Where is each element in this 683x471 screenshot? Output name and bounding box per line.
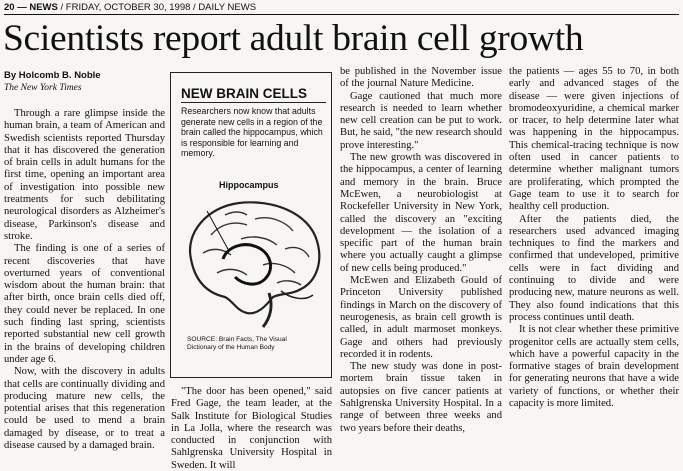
folio-separator: / (193, 2, 199, 13)
article-column-1 (4, 108, 165, 470)
sidebar-title: NEW BRAIN CELLS (181, 86, 326, 103)
folio-paper: DAILY NEWS (198, 2, 257, 13)
folio-date: FRIDAY, OCTOBER 30, 1998 (65, 2, 191, 13)
page-folio (4, 1, 679, 15)
hippocampus-label: Hippocampus (219, 180, 279, 190)
folio-page-number: 20 (4, 2, 15, 13)
paragraph: McEwen and Elizabeth Gould of Princeton University published findings in March on the discovery of neurogenesis, as brain cell growth is called, in adult marmoset monkeys. Gage and others had previously recorded it in rodents. (340, 275, 502, 360)
paragraph: "The door has been opened," said Fred Gage, the team leader, at the Salk Institute for Biological Studies in La Jolla, where the research was conducted in conjunction with Sahlgrenska University Hospital in Sweden. It will (171, 386, 332, 470)
article-column-2 (171, 386, 332, 470)
byline-credit: The New York Times (4, 83, 82, 93)
paragraph: The new growth was discovered in the hippocampus, a center of learning and memory in the brain. Bruce McEwen, a neurobiologist at Rockefeller University in New York, called the discovery an "exciting development — the isolation of a specific part of the human brain where you actually caught a glimpse of new cells being produced." (340, 152, 502, 274)
info-sidebar (170, 72, 332, 378)
brain-illustration (177, 189, 327, 334)
sidebar-source: SOURCE: Brain Facts, The Visual Dictionary of the Human Body (187, 336, 287, 351)
folio-dash: — (17, 2, 30, 13)
paragraph: the patients — ages 55 to 70, in both early and advanced stages of the disease — were given injections of bromodeoxyuridine, a chemical marker or tracer, to help determine later what was happening in the hippocampus. This chemical-tracing technique is now often used in cancer patients to determine whether malignant tumors are proliferating, which prompted the Gage team to use it to search for healthy cell production. (509, 66, 679, 213)
article-column-4 (509, 66, 679, 470)
sidebar-text: Researchers now know that adults generate new cells in a region of the brain called the hippocampus, which is responsible for learning and memory. (181, 106, 323, 159)
paragraph: The new study was done in post-mortem brain tissue taken in autopsies on five cancer patients at Sahlgrenska University Hospital. In a range of between three weeks and two years before their deaths, (340, 361, 502, 434)
paragraph: After the patients died, the researchers used advanced imaging techniques to find the markers and confirmed that undeveloped, primitive cells were in fact dividing and continuing to divide and were producing new, mature neurons as well. They also found indications that this process continues until death. (509, 213, 679, 323)
paragraph: It is not clear whether these primitive progenitor cells are actually stem cells, which have a powerful capacity in the formative stages of brain development for generating neurons that have a wide variety of functions, or whether their capacity is more limited. (509, 324, 679, 410)
byline: By Holcomb B. Noble (4, 70, 101, 81)
headline: Scientists report adult brain cell growth (3, 18, 584, 59)
paragraph: Through a rare glimpse inside the human brain, a team of American and Swedish scientists reported Thursday that it has discovered the generation of brain cells in adult humans for the first time, opening an important area of investigation into possible new treatments for such debilitating neurological disorders as Alzheimer's disease, Parkinson's disease and stroke. (4, 108, 165, 242)
paragraph: Now, with the discovery in adults that cells are continually dividing and producing mature new cells, the potential arises that this regeneration could be used to mend a brain damaged by disease, or to treat a disease caused by a damaged brain. (4, 366, 165, 452)
folio-separator: / (60, 2, 66, 13)
article-column-3 (340, 66, 502, 470)
paragraph: be published in the November issue of the journal Nature Medicine. (340, 66, 502, 90)
folio-section: NEWS (29, 2, 58, 13)
paragraph: Gage cautioned that much more research is needed to learn whether new cell creation can be put to work. But, he said, "the new research should prove interesting." (340, 90, 502, 151)
paragraph: The finding is one of a series of recent discoveries that have overturned years of conventional wisdom about the human brain: that after birth, once brain cells died off, they could never be replaced. In one such finding last spring, scientists reported substantial new cell growth in the brains of developing children under age 6. (4, 243, 165, 365)
